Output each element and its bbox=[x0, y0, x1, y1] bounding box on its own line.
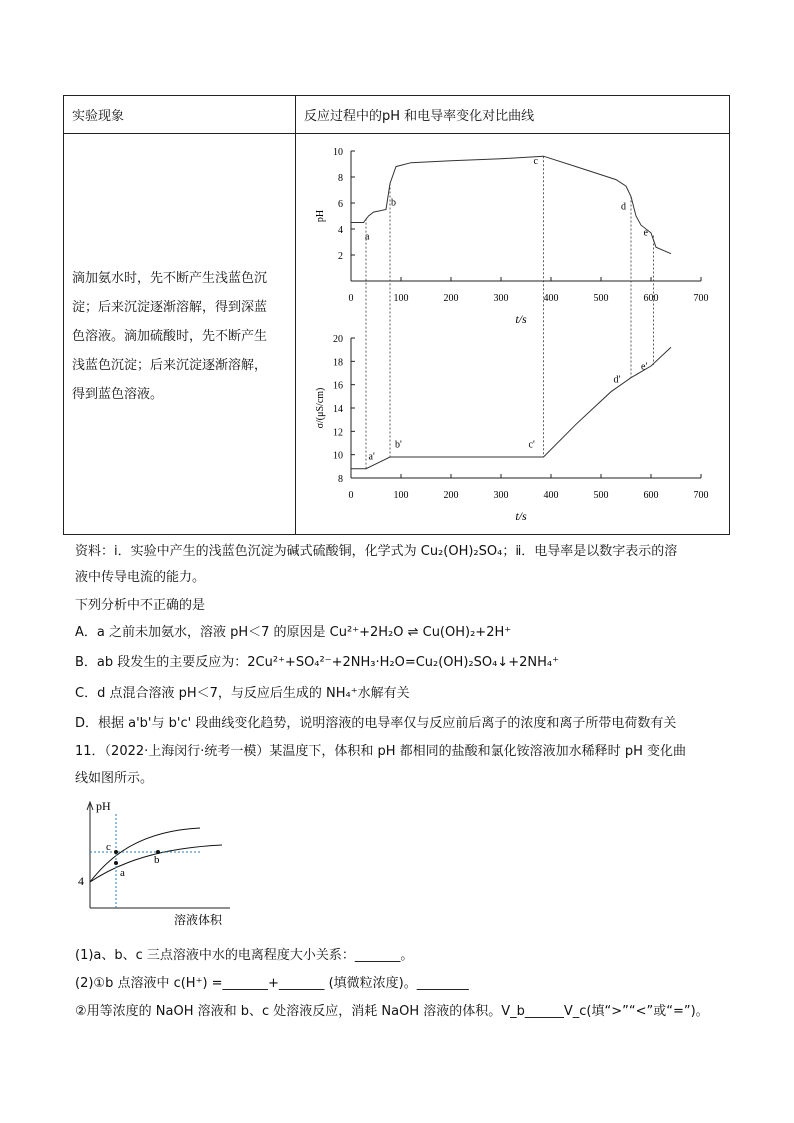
conductivity-chart bbox=[315, 334, 709, 523]
y-tick-label: 10 bbox=[333, 147, 343, 158]
x-axis-label: t/s bbox=[515, 312, 527, 326]
x-tick-label: 200 bbox=[443, 490, 459, 501]
ziliao-line-2: 液中传导电流的能力。 bbox=[75, 570, 206, 585]
x-tick-label: 100 bbox=[393, 490, 409, 501]
point-label: c' bbox=[528, 439, 535, 451]
y-tick-label: 4 bbox=[78, 874, 84, 888]
point-label: a bbox=[120, 867, 125, 879]
y-tick-label: 8 bbox=[338, 173, 343, 184]
observation-line: 浅蓝色沉淀；后来沉淀逐渐溶解， bbox=[72, 358, 268, 373]
x-tick-label: 600 bbox=[643, 293, 659, 304]
option-c: C．d 点混合溶液 pH＜7，与反应后生成的 NH₄⁺水解有关 bbox=[75, 686, 410, 701]
y-tick-label: 12 bbox=[333, 427, 343, 439]
point-c bbox=[114, 850, 118, 854]
option-b: B．ab 段发生的主要反应为：2Cu²⁺+SO₄²⁻+2NH₃·H₂O=Cu₂(OH)₂SO₄↓+2NH₄⁺ bbox=[75, 655, 559, 670]
y-tick-label: 18 bbox=[333, 357, 343, 369]
x-tick-label: 400 bbox=[543, 490, 559, 501]
subquestion-2b: ②用等浓度的 NaOH 溶液和 b、c 处溶液反应，消耗 NaOH 溶液的体积。V_b______V_c(填“>”“<”或“=”)。 bbox=[75, 1004, 709, 1019]
option-a: A．a 之前未加氨水，溶液 pH＜7 的原因是 Cu²⁺+2H₂O ⇌ Cu(OH)₂+2H⁺ bbox=[75, 625, 512, 640]
x-tick-label: 0 bbox=[348, 490, 354, 501]
point-label: b' bbox=[395, 439, 402, 451]
y-tick-label: 16 bbox=[333, 380, 343, 392]
point-label: d bbox=[621, 201, 626, 213]
observation-line: 色溶液。滴加硫酸时，先不断产生 bbox=[72, 329, 268, 344]
ziliao-line-1: 资料：ⅰ．实验中产生的浅蓝色沉淀为碱式硫酸铜，化学式为 Cu₂(OH)₂SO₄；ⅱ．电导率是以数字表示的溶 bbox=[75, 544, 678, 559]
subquestion-2: (2)①b 点溶液中 c(H⁺) =_______+_______ (填微粒浓度)。________ bbox=[75, 976, 469, 991]
x-tick-label: 600 bbox=[643, 490, 659, 501]
point-label: b bbox=[391, 197, 396, 209]
y-tick-label: 20 bbox=[333, 334, 343, 345]
x-tick-label: 100 bbox=[393, 293, 409, 304]
x-tick-label: 400 bbox=[543, 293, 559, 304]
point-label: a bbox=[365, 231, 370, 243]
y-tick-label: 6 bbox=[338, 199, 343, 210]
point-a bbox=[114, 861, 118, 865]
header-curves: 反应过程中的pH 和电导率变化对比曲线 bbox=[304, 109, 535, 124]
ph-conductivity-chart bbox=[296, 133, 728, 533]
dilution-ph-chart bbox=[70, 796, 240, 931]
x-tick-label: 200 bbox=[443, 293, 459, 304]
x-tick-label: 300 bbox=[493, 293, 509, 304]
point-label: e' bbox=[641, 361, 648, 373]
y-axis-label: pH bbox=[315, 209, 326, 223]
observation-line: 得到蓝色溶液。 bbox=[72, 387, 164, 402]
y-tick-label: 14 bbox=[333, 404, 343, 415]
point-label: c bbox=[106, 841, 111, 853]
question-11-line-1: 11．（2022·上海闵行·统考一模）某温度下，体积和 pH 都相同的盐酸和氯化铵溶液加水稀释时 pH 变化曲 bbox=[75, 744, 686, 759]
x-tick-label: 0 bbox=[348, 293, 354, 304]
y-tick-label: 10 bbox=[333, 450, 343, 462]
point-label: d' bbox=[613, 374, 621, 386]
observation-text bbox=[72, 264, 286, 409]
y-axis-label: pH bbox=[96, 799, 111, 813]
header-observation: 实验现象 bbox=[72, 109, 125, 124]
x-tick-label: 500 bbox=[593, 293, 609, 304]
subquestion-1: (1)a、b、c 三点溶液中水的电离程度大小关系：_______。 bbox=[75, 948, 414, 963]
y-tick-label: 2 bbox=[338, 251, 343, 262]
x-axis-label: 溶液体积 bbox=[174, 913, 223, 927]
y-tick-label: 4 bbox=[338, 225, 343, 236]
y-axis-label: σ/(μS/cm) bbox=[315, 387, 326, 429]
upper-curve bbox=[90, 828, 200, 882]
y-tick-label: 8 bbox=[338, 474, 343, 485]
x-tick-label: 500 bbox=[593, 490, 609, 501]
observation-line: 滴加氨水时，先不断产生浅蓝色沉 bbox=[72, 271, 268, 286]
point-label: c bbox=[533, 156, 538, 167]
x-tick-label: 700 bbox=[693, 293, 709, 304]
point-label: e bbox=[643, 227, 648, 239]
question-stem: 下列分析中不正确的是 bbox=[75, 598, 206, 613]
point-label: b bbox=[154, 854, 160, 866]
ph-chart bbox=[315, 147, 709, 469]
observation-line: 淀；后来沉淀逐渐溶解，得到深蓝 bbox=[72, 300, 268, 315]
x-tick-label: 300 bbox=[493, 490, 509, 501]
x-axis-label: t/s bbox=[515, 509, 527, 523]
question-11-line-2: 线如图所示。 bbox=[75, 771, 154, 786]
x-tick-label: 700 bbox=[693, 490, 709, 501]
option-d: D．根据 a'b'与 b'c' 段曲线变化趋势，说明溶液的电导率仅与反应前后离子的浓度和离子所带电荷数有关 bbox=[75, 716, 677, 731]
point-label: a' bbox=[368, 451, 375, 463]
